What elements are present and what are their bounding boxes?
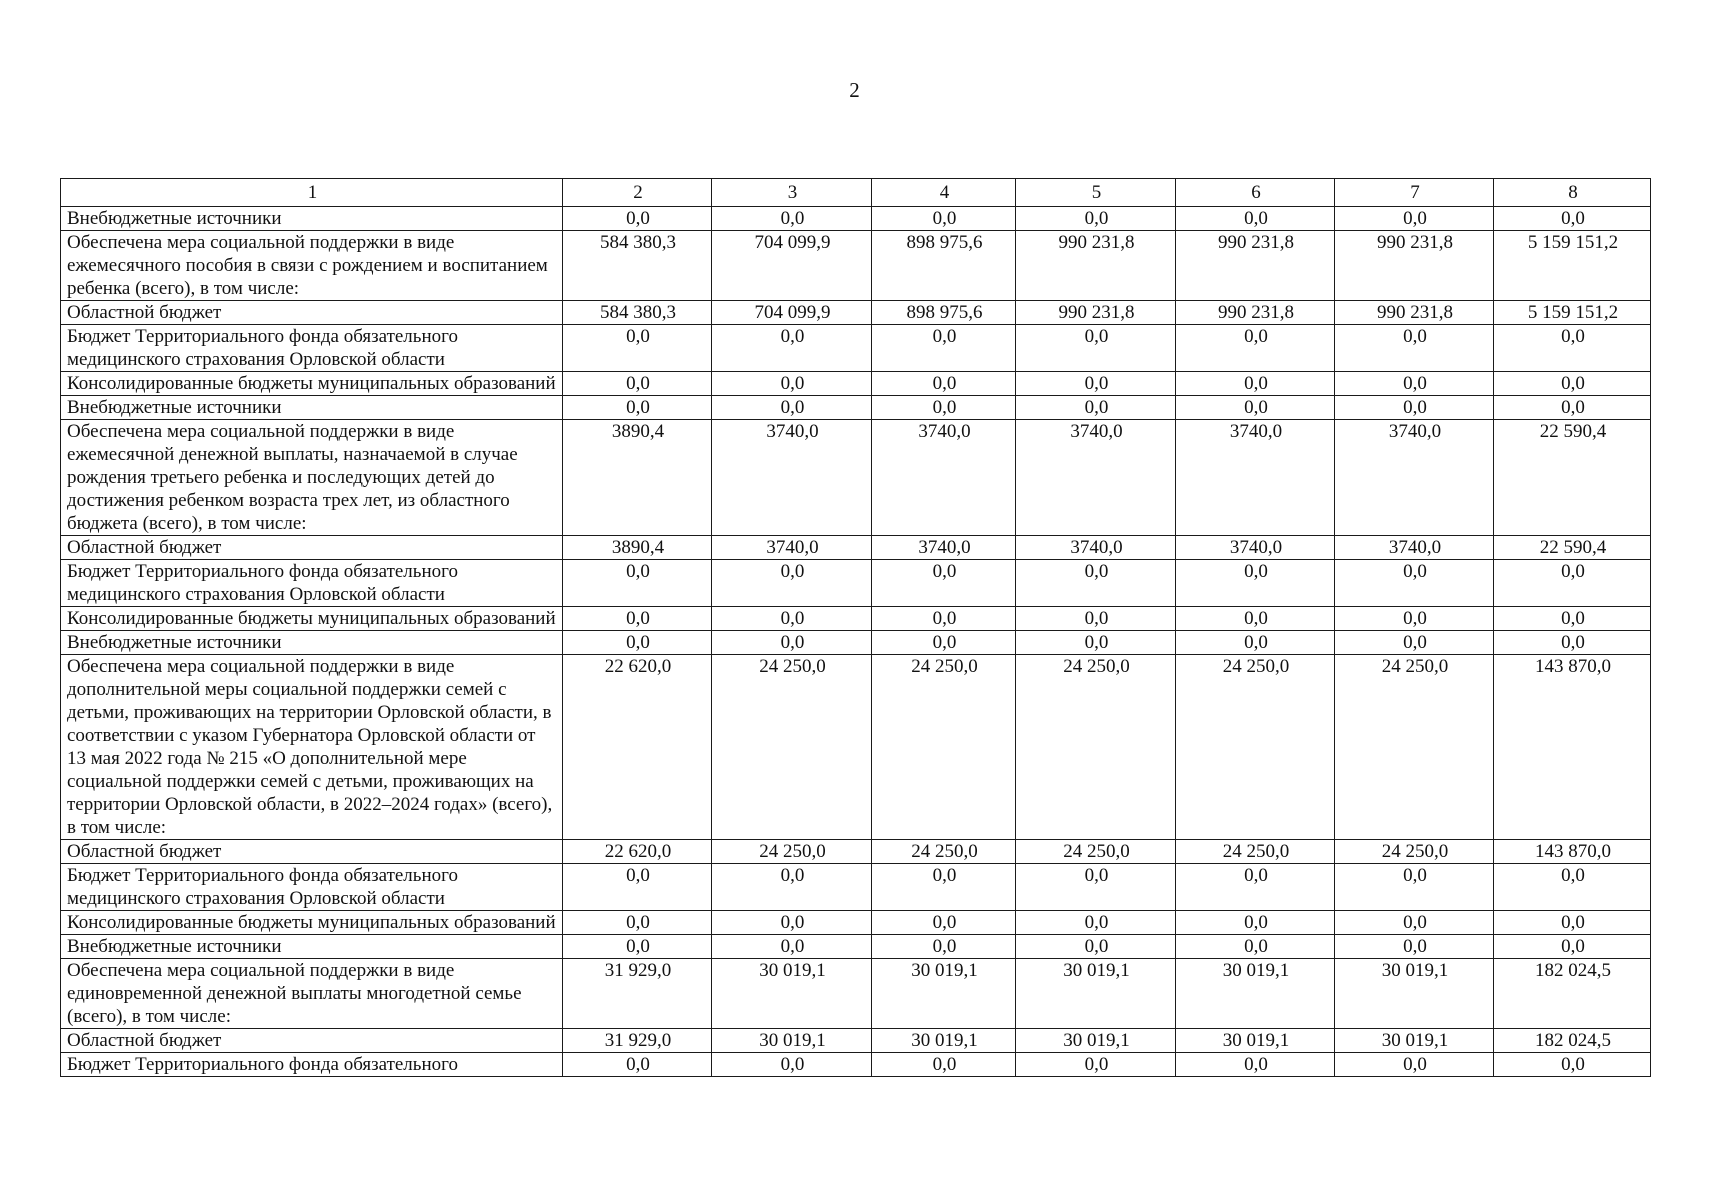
value-cell: 0,0 — [1176, 911, 1335, 935]
value-cell: 0,0 — [563, 864, 712, 911]
value-cell: 0,0 — [1494, 1053, 1651, 1077]
row-label: Бюджет Территориального фонда обязательного медицинского страхования Орловской области — [61, 864, 563, 911]
value-cell: 0,0 — [1494, 935, 1651, 959]
value-cell: 182 024,5 — [1494, 959, 1651, 1029]
value-cell: 0,0 — [1016, 911, 1176, 935]
value-cell: 0,0 — [712, 911, 872, 935]
budget-table — [60, 178, 1651, 1077]
row-label: Внебюджетные источники — [61, 396, 563, 420]
column-header: 3 — [712, 179, 872, 207]
column-header: 1 — [61, 179, 563, 207]
value-cell: 704 099,9 — [712, 301, 872, 325]
value-cell: 3740,0 — [1016, 420, 1176, 536]
value-cell: 22 590,4 — [1494, 420, 1651, 536]
value-cell: 30 019,1 — [872, 1029, 1016, 1053]
value-cell: 0,0 — [872, 1053, 1016, 1077]
value-cell: 0,0 — [712, 1053, 872, 1077]
value-cell: 30 019,1 — [712, 959, 872, 1029]
value-cell: 30 019,1 — [712, 1029, 872, 1053]
value-cell: 0,0 — [712, 325, 872, 372]
value-cell: 30 019,1 — [1176, 1029, 1335, 1053]
column-header: 8 — [1494, 179, 1651, 207]
row-label: Бюджет Территориального фонда обязательного медицинского страхования Орловской области — [61, 560, 563, 607]
page-number: 2 — [849, 78, 860, 102]
value-cell: 0,0 — [563, 560, 712, 607]
table-body — [61, 207, 1651, 1077]
value-cell: 0,0 — [1176, 935, 1335, 959]
value-cell: 0,0 — [563, 935, 712, 959]
value-cell: 0,0 — [1016, 560, 1176, 607]
value-cell: 0,0 — [563, 1053, 712, 1077]
row-label: Консолидированные бюджеты муниципальных образований — [61, 911, 563, 935]
value-cell: 0,0 — [872, 207, 1016, 231]
column-header: 4 — [872, 179, 1016, 207]
value-cell: 3740,0 — [712, 536, 872, 560]
table-row — [61, 325, 1651, 372]
value-cell: 0,0 — [872, 631, 1016, 655]
value-cell: 0,0 — [1335, 207, 1494, 231]
value-cell: 30 019,1 — [1176, 959, 1335, 1029]
value-cell: 0,0 — [712, 935, 872, 959]
value-cell: 0,0 — [872, 607, 1016, 631]
row-label: Консолидированные бюджеты муниципальных образований — [61, 372, 563, 396]
value-cell: 3740,0 — [872, 536, 1016, 560]
value-cell: 22 620,0 — [563, 655, 712, 840]
value-cell: 0,0 — [563, 911, 712, 935]
value-cell: 0,0 — [1176, 325, 1335, 372]
table-row — [61, 655, 1651, 840]
value-cell: 898 975,6 — [872, 301, 1016, 325]
row-label: Обеспечена мера социальной поддержки в виде ежемесячной денежной выплаты, назначаемой в случае рождения третьего ребенка и последующих детей до достижения ребенком возраста трех лет, из областного бюджета (всего), в том числе: — [61, 420, 563, 536]
value-cell: 30 019,1 — [872, 959, 1016, 1029]
value-cell: 3740,0 — [1335, 536, 1494, 560]
value-cell: 5 159 151,2 — [1494, 301, 1651, 325]
value-cell: 24 250,0 — [712, 840, 872, 864]
table-row — [61, 420, 1651, 536]
row-label: Обеспечена мера социальной поддержки в виде ежемесячного пособия в связи с рождением и воспитанием ребенка (всего), в том числе: — [61, 231, 563, 301]
table-row — [61, 911, 1651, 935]
value-cell: 0,0 — [712, 372, 872, 396]
value-cell: 143 870,0 — [1494, 655, 1651, 840]
value-cell: 898 975,6 — [872, 231, 1016, 301]
value-cell: 0,0 — [872, 560, 1016, 607]
value-cell: 0,0 — [1016, 372, 1176, 396]
value-cell: 0,0 — [563, 207, 712, 231]
column-header: 6 — [1176, 179, 1335, 207]
value-cell: 3740,0 — [872, 420, 1016, 536]
value-cell: 0,0 — [1494, 864, 1651, 911]
value-cell: 31 929,0 — [563, 1029, 712, 1053]
value-cell: 3890,4 — [563, 420, 712, 536]
row-label: Областной бюджет — [61, 536, 563, 560]
value-cell: 0,0 — [1494, 631, 1651, 655]
value-cell: 0,0 — [712, 560, 872, 607]
table-row — [61, 631, 1651, 655]
value-cell: 0,0 — [872, 911, 1016, 935]
value-cell: 0,0 — [1335, 396, 1494, 420]
value-cell: 3740,0 — [1176, 420, 1335, 536]
value-cell: 0,0 — [1016, 207, 1176, 231]
value-cell: 24 250,0 — [1335, 840, 1494, 864]
value-cell: 0,0 — [1176, 1053, 1335, 1077]
value-cell: 990 231,8 — [1016, 231, 1176, 301]
row-label: Областной бюджет — [61, 1029, 563, 1053]
value-cell: 584 380,3 — [563, 301, 712, 325]
value-cell: 24 250,0 — [1176, 655, 1335, 840]
value-cell: 0,0 — [872, 325, 1016, 372]
value-cell: 30 019,1 — [1335, 959, 1494, 1029]
value-cell: 22 620,0 — [563, 840, 712, 864]
value-cell: 24 250,0 — [872, 655, 1016, 840]
value-cell: 0,0 — [1016, 864, 1176, 911]
row-label: Внебюджетные источники — [61, 631, 563, 655]
value-cell: 30 019,1 — [1016, 959, 1176, 1029]
row-label: Бюджет Территориального фонда обязательного — [61, 1053, 563, 1077]
table-row — [61, 372, 1651, 396]
value-cell: 990 231,8 — [1176, 301, 1335, 325]
table-row — [61, 607, 1651, 631]
row-label: Внебюджетные источники — [61, 207, 563, 231]
value-cell: 0,0 — [712, 864, 872, 911]
row-label: Внебюджетные источники — [61, 935, 563, 959]
value-cell: 0,0 — [1016, 396, 1176, 420]
value-cell: 31 929,0 — [563, 959, 712, 1029]
table-row — [61, 840, 1651, 864]
table-row — [61, 301, 1651, 325]
table-row — [61, 1053, 1651, 1077]
value-cell: 990 231,8 — [1016, 301, 1176, 325]
value-cell: 30 019,1 — [1335, 1029, 1494, 1053]
value-cell: 24 250,0 — [1335, 655, 1494, 840]
value-cell: 0,0 — [1335, 325, 1494, 372]
table-row — [61, 864, 1651, 911]
value-cell: 0,0 — [712, 631, 872, 655]
value-cell: 0,0 — [1335, 935, 1494, 959]
value-cell: 0,0 — [563, 631, 712, 655]
row-label: Обеспечена мера социальной поддержки в виде дополнительной меры социальной поддержки семей с детьми, проживающих на территории Орловской области, в соответствии с указом Губернатора Орловской области от 13 мая 2022 года № 215 «О дополнительной мере социальной поддержки семей с детьми, проживающих на территории Орловской области, в 2022–2024 годах» (всего), в том числе: — [61, 655, 563, 840]
value-cell: 0,0 — [1016, 935, 1176, 959]
value-cell: 24 250,0 — [872, 840, 1016, 864]
value-cell: 990 231,8 — [1335, 231, 1494, 301]
value-cell: 0,0 — [872, 935, 1016, 959]
value-cell: 0,0 — [1176, 560, 1335, 607]
value-cell: 0,0 — [1494, 396, 1651, 420]
value-cell: 3740,0 — [1335, 420, 1494, 536]
value-cell: 0,0 — [712, 396, 872, 420]
value-cell: 0,0 — [1176, 864, 1335, 911]
value-cell: 704 099,9 — [712, 231, 872, 301]
value-cell: 0,0 — [872, 864, 1016, 911]
table-row — [61, 959, 1651, 1029]
value-cell: 0,0 — [872, 396, 1016, 420]
value-cell: 0,0 — [1176, 207, 1335, 231]
value-cell: 5 159 151,2 — [1494, 231, 1651, 301]
value-cell: 30 019,1 — [1016, 1029, 1176, 1053]
value-cell: 0,0 — [1335, 607, 1494, 631]
value-cell: 0,0 — [1335, 911, 1494, 935]
value-cell: 0,0 — [1494, 911, 1651, 935]
value-cell: 182 024,5 — [1494, 1029, 1651, 1053]
value-cell: 0,0 — [712, 207, 872, 231]
table-row — [61, 231, 1651, 301]
value-cell: 584 380,3 — [563, 231, 712, 301]
value-cell: 0,0 — [1176, 607, 1335, 631]
value-cell: 990 231,8 — [1176, 231, 1335, 301]
column-header: 7 — [1335, 179, 1494, 207]
value-cell: 0,0 — [1016, 1053, 1176, 1077]
value-cell: 0,0 — [1176, 372, 1335, 396]
value-cell: 0,0 — [1494, 607, 1651, 631]
value-cell: 3890,4 — [563, 536, 712, 560]
table-row — [61, 207, 1651, 231]
row-label: Обеспечена мера социальной поддержки в виде единовременной денежной выплаты многодетной семье (всего), в том числе: — [61, 959, 563, 1029]
value-cell: 0,0 — [563, 396, 712, 420]
column-header: 2 — [563, 179, 712, 207]
table-row — [61, 536, 1651, 560]
row-label: Областной бюджет — [61, 840, 563, 864]
value-cell: 22 590,4 — [1494, 536, 1651, 560]
value-cell: 0,0 — [1494, 372, 1651, 396]
value-cell: 0,0 — [712, 607, 872, 631]
value-cell: 3740,0 — [1016, 536, 1176, 560]
value-cell: 0,0 — [1494, 560, 1651, 607]
column-header: 5 — [1016, 179, 1176, 207]
table-row — [61, 935, 1651, 959]
value-cell: 143 870,0 — [1494, 840, 1651, 864]
row-label: Областной бюджет — [61, 301, 563, 325]
value-cell: 0,0 — [1494, 325, 1651, 372]
value-cell: 0,0 — [563, 372, 712, 396]
value-cell: 0,0 — [1335, 1053, 1494, 1077]
value-cell: 0,0 — [1335, 864, 1494, 911]
value-cell: 0,0 — [872, 372, 1016, 396]
table-header-row — [61, 179, 1651, 207]
value-cell: 0,0 — [1016, 607, 1176, 631]
value-cell: 24 250,0 — [1176, 840, 1335, 864]
row-label: Бюджет Территориального фонда обязательного медицинского страхования Орловской области — [61, 325, 563, 372]
value-cell: 24 250,0 — [1016, 840, 1176, 864]
value-cell: 24 250,0 — [712, 655, 872, 840]
value-cell: 3740,0 — [712, 420, 872, 536]
value-cell: 0,0 — [1335, 560, 1494, 607]
value-cell: 990 231,8 — [1335, 301, 1494, 325]
table-row — [61, 1029, 1651, 1053]
value-cell: 0,0 — [563, 607, 712, 631]
table-row — [61, 560, 1651, 607]
value-cell: 0,0 — [1016, 325, 1176, 372]
table-row — [61, 396, 1651, 420]
value-cell: 24 250,0 — [1016, 655, 1176, 840]
row-label: Консолидированные бюджеты муниципальных образований — [61, 607, 563, 631]
value-cell: 0,0 — [1016, 631, 1176, 655]
value-cell: 0,0 — [1176, 396, 1335, 420]
value-cell: 3740,0 — [1176, 536, 1335, 560]
value-cell: 0,0 — [1176, 631, 1335, 655]
value-cell: 0,0 — [1494, 207, 1651, 231]
value-cell: 0,0 — [1335, 372, 1494, 396]
value-cell: 0,0 — [1335, 631, 1494, 655]
value-cell: 0,0 — [563, 325, 712, 372]
